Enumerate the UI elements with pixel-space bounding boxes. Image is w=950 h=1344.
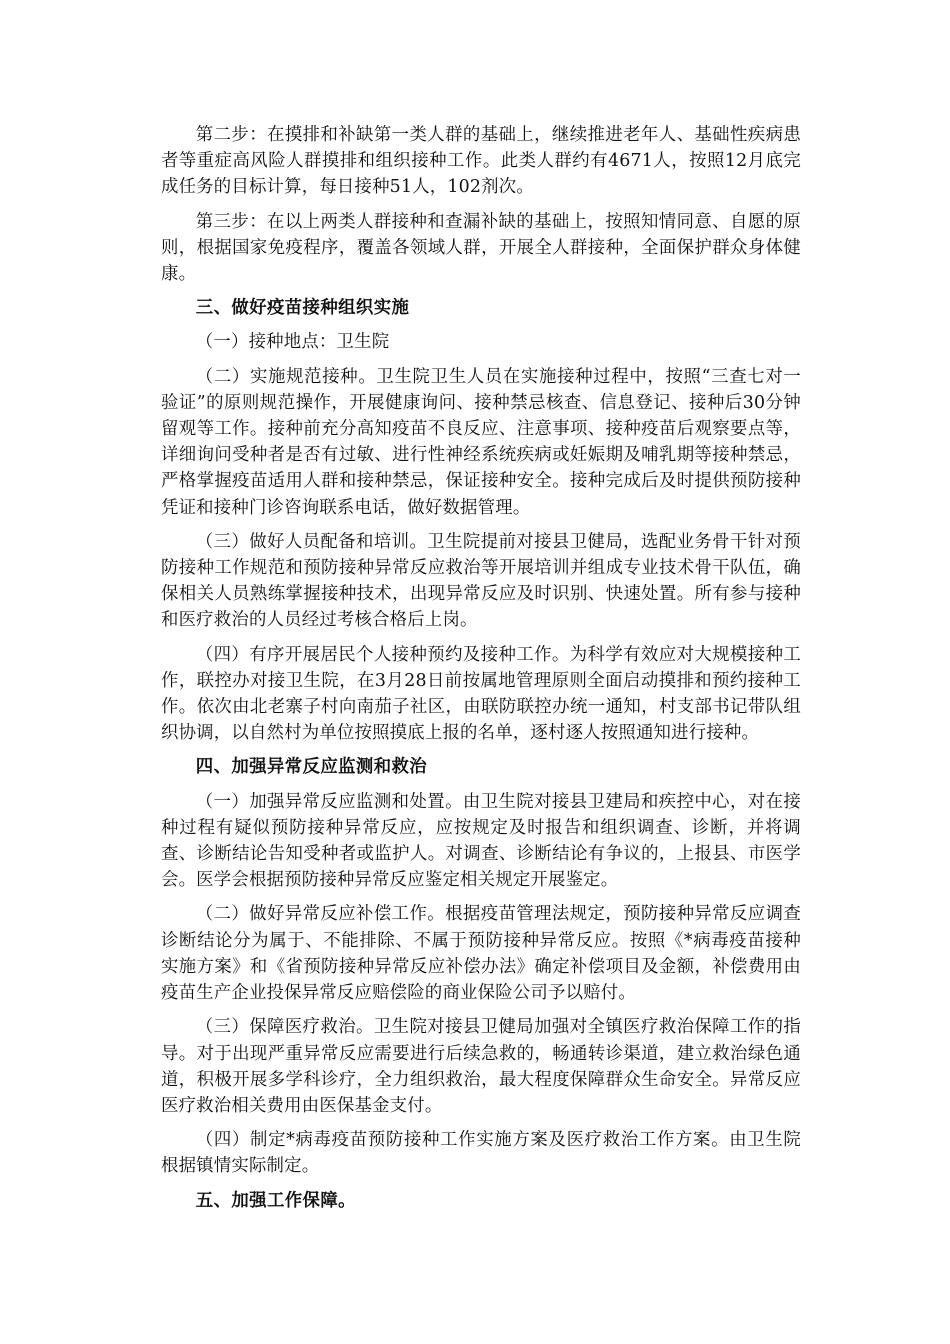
paragraph-4-2: （二）做好异常反应补偿工作。根据疫苗管理法规定，预防接种异常反应调查诊断结论分为属于、不能排除、不属于预防接种异常反应。按照《*病毒疫苗接种实施方案》和《省预防接种异常反应补偿办法》确定补偿项目及金额，补偿费用由疫苗生产企业投保异常反应赔偿险的商业保险公司予以赔付。	[161, 904, 801, 1004]
section-heading-5: 五、加强工作保障。	[195, 1190, 356, 1211]
paragraph-step-two: 第二步：在摸排和补缺第一类人群的基础上，继续推进老年人、基础性疾病患者等重症高风险人群摸排和组织接种工作。此类人群约有4671人，按照12月底完成任务的目标计算，每日接种51人，102剂次。	[161, 125, 801, 198]
section-heading-4: 四、加强异常反应监测和救治	[195, 757, 428, 778]
section-heading-3: 三、做好疫苗接种组织实施	[195, 298, 410, 319]
paragraph-3-4: （四）有序开展居民个人接种预约及接种工作。为科学有效应对大规模接种工作，联控办对接卫生院，在3月28日前按属地管理原则全面启动摸排和预约接种工作。依次由北老寨子村向南茄子社区，由联防联控办统一通知，村支部书记带队组织协调，以自然村为单位按照摸底上报的名单，逐村逐人按照通知进行接种。	[161, 644, 801, 744]
paragraph-4-3: （三）保障医疗救治。卫生院对接县卫健局加强对全镇医疗救治保障工作的指导。对于出现严重异常反应需要进行后续急救的，畅通转诊渠道，建立救治绿色通道，积极开展多学科诊疗，全力组织救治，最大程度保障群众生命安全。异常反应医疗救治相关费用由医保基金支付。	[161, 1017, 801, 1116]
paragraph-3-1: （一）接种地点：卫生院	[195, 332, 390, 353]
paragraph-3-3: （三）做好人员配备和培训。卫生院提前对接县卫健局，选配业务骨干针对预防接种工作规范和预防接种异常反应救治等开展培训并组成专业技术骨干队伍，确保相关人员熟练掌握接种技术，出现异常反应及时识别、快速处置。所有参与接种和医疗救治的人员经过考核合格后上岗。	[161, 531, 801, 631]
paragraph-4-4: （四）制定*病毒疫苗预防接种工作实施方案及医疗救治工作方案。由卫生院根据镇情实际制定。	[161, 1130, 801, 1177]
document-page	[161, 122, 801, 1214]
paragraph-3-2: （二）实施规范接种。卫生院卫生人员在实施接种过程中，按照“三查七对一验证”的原则规范操作，开展健康询问、接种禁忌核查、信息登记、接种后30分钟留观等工作。接种前充分高知疫苗不良反应、注意事项、接种疫苗后观察要点等，详细询问受种者是否有过敏、进行性神经系统疾病或妊娠期及哺乳期等接种禁忌，严格掌握疫苗适用人群和接种禁忌，保证接种安全。接种完成后及时提供预防接种凭证和接种门诊咨询联系电话，做好数据管理。	[161, 366, 801, 518]
paragraph-step-three: 第三步：在以上两类人群接种和查漏补缺的基础上，按照知情同意、自愿的原则，根据国家免疫程序，覆盖各领域人群，开展全人群接种，全面保护群众身体健康。	[161, 211, 801, 285]
paragraph-4-1: （一）加强异常反应监测和处置。由卫生院对接县卫建局和疾控中心，对在接种过程有疑似预防接种异常反应，应按规定及时报告和组织调查、诊断，并将调查、诊断结论告知受种者或监护人。对调查、诊断结论有争议的，上报县、市医学会。医学会根据预防接种异常反应鉴定相关规定开展鉴定。	[161, 791, 801, 891]
